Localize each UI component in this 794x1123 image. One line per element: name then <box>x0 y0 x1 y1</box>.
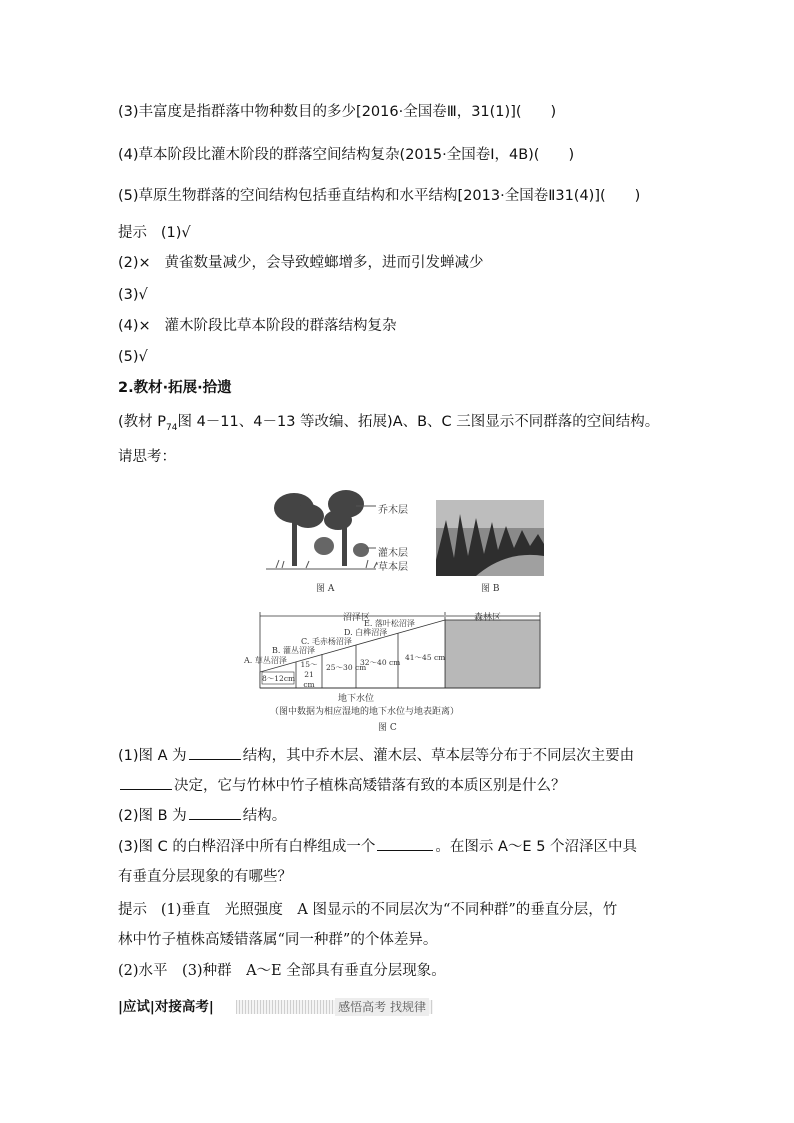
figure-a-caption: 图 A <box>316 584 335 594</box>
depth-d: 32～40 cm <box>360 658 401 667</box>
section-2-heading: 2.教材·拓展·拾遗 <box>118 380 232 396</box>
hint-5: (5)√ <box>118 349 148 365</box>
answer-blank[interactable] <box>377 836 433 851</box>
q3-part-a: (3)图 C 的白桦沼泽中所有白桦组成一个 <box>118 839 376 855</box>
question-2 <box>118 805 286 826</box>
answer-blank[interactable] <box>120 775 172 790</box>
answer-hint-label: 提示 <box>118 902 147 918</box>
banner-tail: 感悟高考 找规律 <box>335 998 429 1016</box>
banner-tag: |应试|对接高考| <box>118 999 214 1015</box>
q3-part-b: 。在图示 A～E 5 个沼泽区中具 <box>435 839 638 855</box>
figure-b-photo <box>436 500 544 576</box>
intro-subscript: 74 <box>166 422 178 433</box>
region-forest: 森林区 <box>474 613 502 623</box>
question-1-line-1 <box>118 745 634 766</box>
groundwater-label: 地下水位 <box>338 694 375 704</box>
statement-5: (5)草原生物群落的空间结构包括垂直结构和水平结构[2013·全国卷Ⅱ31(4)]( ) <box>118 188 641 204</box>
intro-line <box>118 412 659 438</box>
question-3-line-1 <box>118 836 637 857</box>
layer-label-shrub: 灌木层 <box>378 548 408 559</box>
figure-b-caption: 图 B <box>481 584 500 594</box>
answer-line-3: (2)水平 (3)种群 A～E 全部具有垂直分层现象。 <box>118 963 446 979</box>
zone-b-label: B. 灌丛沼泽 <box>272 646 315 655</box>
hint-1 <box>118 223 191 243</box>
hint-4-number: (4)× <box>118 318 151 334</box>
answer-line-2: 林中竹子植株高矮错落属“同一种群”的个体差异。 <box>118 932 438 948</box>
layer-label-tree: 乔木层 <box>378 505 408 516</box>
question-1-line-2 <box>118 775 566 796</box>
section-banner <box>118 998 433 1016</box>
zone-a-label: A. 草丛沼泽 <box>244 656 287 665</box>
q2-part-a: (2)图 B 为 <box>118 808 187 824</box>
hint-3: (3)√ <box>118 287 148 303</box>
statement-3: (3)丰富度是指群落中物种数目的多少[2016·全国卷Ⅲ，31(1)]( ) <box>118 104 557 120</box>
hint-2-text: 黄雀数量减少，会导致螳螂增多，进而引发蝉减少 <box>164 255 484 271</box>
figure-c-note: （图中数据为相应湿地的地下水位与地表距离） <box>270 707 460 717</box>
zone-c-label: C. 毛赤杨沼泽 <box>301 637 352 646</box>
depth-b: 15～21 cm <box>300 660 318 689</box>
depth-c: 25～30 cm <box>326 663 367 672</box>
q2-part-b: 结构。 <box>242 808 287 824</box>
answer-blank[interactable] <box>189 745 241 760</box>
hint-4 <box>118 316 397 336</box>
hint-2-number: (2)× <box>118 255 151 271</box>
depth-e: 41～45 cm <box>405 653 446 662</box>
layer-label-herb: 草本层 <box>378 562 408 573</box>
zone-d-label: D. 白桦沼泽 <box>344 628 388 637</box>
q1-part-c: 决定，它与竹林中竹子植株高矮错落有致的本质区别是什么？ <box>174 778 566 794</box>
question-3-line-2: 有垂直分层现象的有哪些？ <box>118 869 292 885</box>
intro-part-b: 图 4－11、4－13 等改编、拓展)A、B、C 三图显示不同群落的空间结构。 <box>177 414 660 430</box>
statement-4: (4)草本阶段比灌木阶段的群落空间结构复杂(2015·全国卷Ⅰ，4B)( ) <box>118 147 575 163</box>
q1-part-b: 结构，其中乔木层、灌木层、草本层等分布于不同层次主要由 <box>242 748 635 764</box>
hint-label: 提示 <box>118 225 147 241</box>
figure-c-caption: 图 C <box>378 723 397 733</box>
hint-1-value: (1)√ <box>160 225 191 241</box>
answer-line-1 <box>118 900 617 920</box>
hint-2 <box>118 253 484 273</box>
zone-e-label: E. 落叶松沼泽 <box>364 619 415 628</box>
intro-line-2: 请思考： <box>118 449 176 465</box>
intro-part-a: (教材 P <box>118 414 167 430</box>
q1-part-a: (1)图 A 为 <box>118 748 187 764</box>
region-swamp: 沼泽区 <box>343 613 371 623</box>
answer-blank[interactable] <box>189 805 241 820</box>
hint-4-text: 灌木阶段比草本阶段的群落结构复杂 <box>164 318 397 334</box>
answer-1-text: (1)垂直 光照强度 A 图显示的不同层次为“不同种群”的垂直分层，竹 <box>160 902 618 918</box>
depth-a: 8～12cm <box>262 674 296 683</box>
